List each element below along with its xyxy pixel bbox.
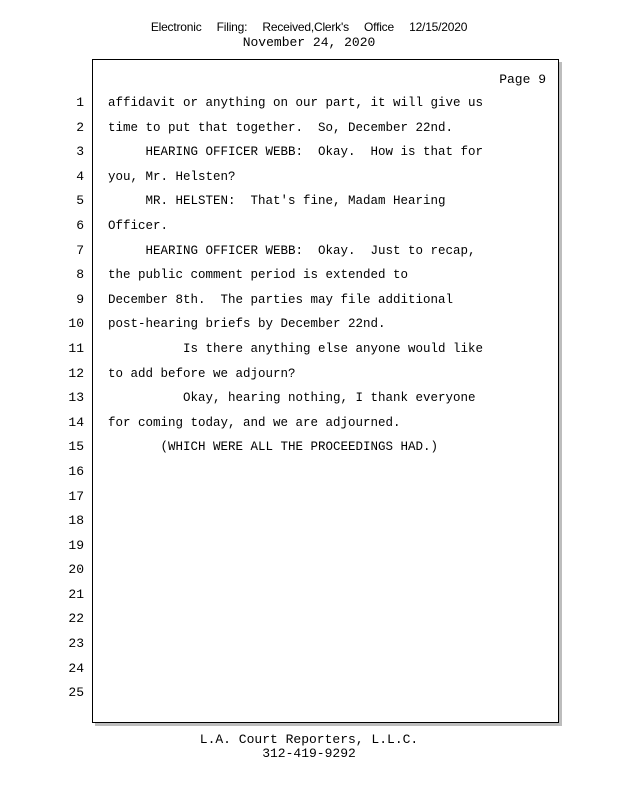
line-number: 15 bbox=[68, 439, 84, 455]
reporter-phone: 312-419-9292 bbox=[262, 746, 356, 761]
transcript-line: HEARING OFFICER WEBB: Okay. How is that for bbox=[108, 145, 484, 160]
filing-stamp-date: 12/15/2020 bbox=[409, 20, 468, 34]
transcript-line bbox=[108, 683, 548, 708]
line-number: 12 bbox=[68, 365, 84, 381]
line-number: 9 bbox=[76, 291, 84, 307]
transcript-line bbox=[108, 462, 548, 487]
filing-stamp-word-2: Filing: bbox=[216, 20, 248, 34]
line-number: 25 bbox=[68, 685, 84, 701]
transcript-line bbox=[108, 487, 548, 512]
transcript-line bbox=[108, 609, 548, 634]
line-number: 8 bbox=[76, 267, 84, 283]
line-number-column bbox=[60, 93, 84, 708]
line-number: 1 bbox=[76, 95, 84, 110]
transcript-text bbox=[108, 93, 548, 708]
transcript-line bbox=[108, 560, 548, 585]
transcript-line: Okay, hearing nothing, I thank everyone bbox=[108, 391, 476, 406]
transcript-line: Is there anything else anyone would like bbox=[108, 341, 484, 356]
line-number: 18 bbox=[68, 513, 84, 529]
line-number: 7 bbox=[76, 242, 84, 258]
line-number: 5 bbox=[76, 193, 84, 209]
transcript-line: HEARING OFFICER WEBB: Okay. Just to recap, bbox=[108, 243, 476, 258]
line-number: 21 bbox=[68, 586, 84, 602]
line-number: 10 bbox=[68, 316, 84, 332]
transcript-line: MR. HELSTEN: That's fine, Madam Hearing bbox=[108, 194, 446, 209]
transcript-line: time to put that together. So, December 22nd. bbox=[108, 120, 454, 135]
line-number: 17 bbox=[68, 488, 84, 504]
transcript-line: you, Mr. Helsten? bbox=[108, 169, 236, 184]
transcript-line: affidavit or anything on our part, it will give us bbox=[108, 96, 484, 110]
transcript-line: the public comment period is extended to bbox=[108, 268, 409, 283]
filing-stamp-word-3: Received,Clerk's bbox=[262, 20, 349, 34]
line-number: 6 bbox=[76, 217, 84, 233]
transcript-line bbox=[108, 634, 548, 659]
footer bbox=[0, 733, 618, 761]
line-number: 14 bbox=[68, 414, 84, 430]
transcript-line bbox=[108, 585, 548, 610]
line-number: 16 bbox=[68, 463, 84, 479]
hearing-date: November 24, 2020 bbox=[242, 35, 376, 50]
line-number: 2 bbox=[76, 119, 84, 135]
filing-stamp-word-1: Electronic bbox=[150, 20, 202, 34]
transcript-line: December 8th. The parties may file additional bbox=[108, 292, 454, 307]
line-number: 11 bbox=[68, 340, 84, 356]
transcript-line: (WHICH WERE ALL THE PROCEEDINGS HAD.) bbox=[108, 440, 439, 455]
transcript-line bbox=[108, 536, 548, 561]
line-number: 4 bbox=[76, 168, 84, 184]
transcript-line bbox=[108, 659, 548, 684]
transcript-line bbox=[108, 511, 548, 536]
filing-stamp bbox=[0, 20, 618, 34]
line-number: 20 bbox=[68, 562, 84, 578]
page-number: Page 9 bbox=[499, 72, 546, 87]
transcript-line: for coming today, and we are adjourned. bbox=[108, 415, 401, 430]
transcript-line: post-hearing briefs by December 22nd. bbox=[108, 317, 386, 332]
line-number: 13 bbox=[68, 390, 84, 406]
line-number: 19 bbox=[68, 537, 84, 553]
transcript-line: to add before we adjourn? bbox=[108, 366, 296, 381]
line-number: 22 bbox=[68, 611, 84, 627]
transcript-line: Officer. bbox=[108, 218, 169, 233]
reporter-company: L.A. Court Reporters, L.L.C. bbox=[199, 732, 419, 747]
line-number: 23 bbox=[68, 636, 84, 652]
line-number: 24 bbox=[68, 660, 84, 676]
filing-stamp-word-4: Office bbox=[364, 20, 394, 34]
line-number: 3 bbox=[76, 144, 84, 160]
